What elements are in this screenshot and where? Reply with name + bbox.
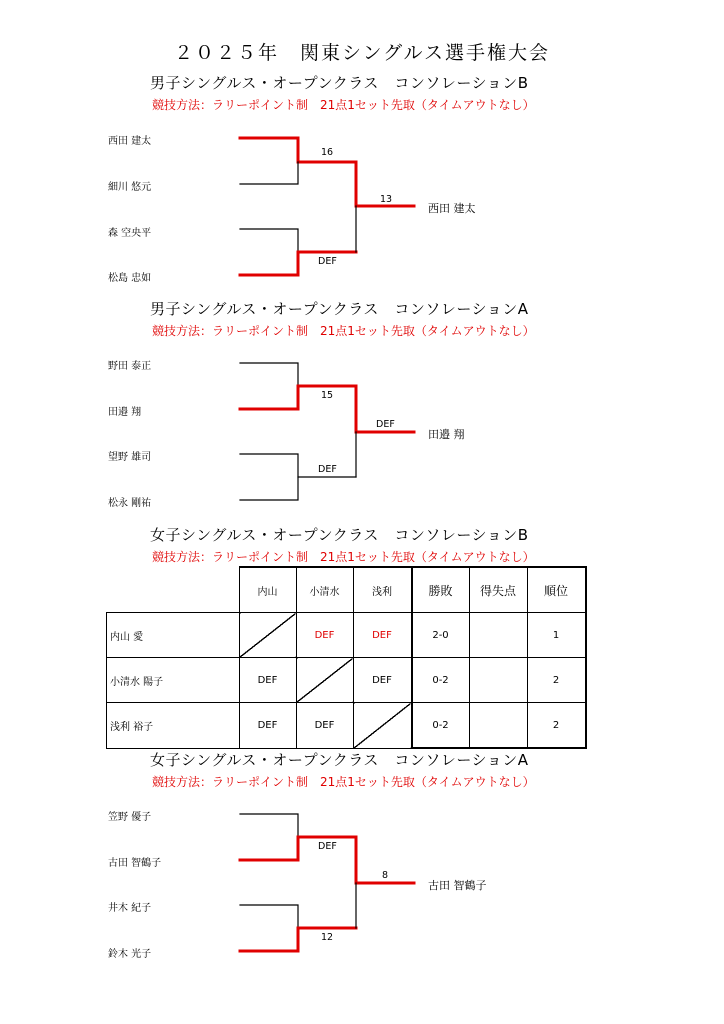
- bracket-line: [240, 814, 298, 837]
- bracket-line-win: [240, 928, 356, 951]
- player-name: 松島 忠如: [108, 273, 152, 284]
- rank-cell: 1: [527, 613, 586, 658]
- match-score: DEF: [318, 256, 337, 267]
- section-rule-women-b: 競技方法：ラリーポイント制 21点1セット先取（タイムアウトなし）: [152, 550, 535, 564]
- column-header: 内山: [239, 567, 296, 613]
- bracket-winner: 古田 智鶴子: [428, 879, 487, 892]
- result-cell: DEF: [353, 658, 412, 703]
- section-rule-men-a: 競技方法：ラリーポイント制 21点1セット先取（タイムアウトなし）: [152, 324, 535, 338]
- player-name: 井木 紀子: [108, 903, 152, 914]
- column-header: 得失点: [469, 567, 527, 613]
- result-cell: DEF: [296, 703, 353, 749]
- record-cell: 2-0: [412, 613, 470, 658]
- row-player-name: 小清水 陽子: [107, 658, 240, 703]
- player-name: 野田 泰正: [108, 361, 152, 372]
- match-score: DEF: [318, 464, 337, 475]
- rank-cell: 2: [527, 658, 586, 703]
- result-cell: DEF: [353, 613, 412, 658]
- player-name: 西田 建太: [108, 136, 152, 147]
- match-score: 13: [380, 194, 393, 205]
- column-header: 順位: [527, 567, 586, 613]
- match-score: 12: [321, 932, 334, 943]
- bracket-winner: 西田 建太: [428, 202, 476, 215]
- bracket-line: [240, 905, 298, 928]
- match-score: DEF: [318, 841, 337, 852]
- record-cell: 0-2: [412, 658, 470, 703]
- section-title-women-b: 女子シングルス・オープンクラス コンソレーションB: [150, 526, 529, 544]
- player-name: 鈴木 光子: [108, 949, 152, 960]
- player-name: 森 空央平: [108, 228, 152, 239]
- section-rule-women-a: 競技方法：ラリーポイント制 21点1セット先取（タイムアウトなし）: [152, 775, 535, 789]
- result-cell: DEF: [296, 613, 353, 658]
- section-rule-men-b: 競技方法：ラリーポイント制 21点1セット先取（タイムアウトなし）: [152, 98, 535, 112]
- section-title-men-b: 男子シングルス・オープンクラス コンソレーションB: [150, 74, 529, 92]
- column-header: 浅利: [353, 567, 412, 613]
- match-score: 16: [321, 147, 334, 158]
- result-cell: DEF: [239, 703, 296, 749]
- player-name: 望野 雄司: [108, 452, 152, 463]
- record-cell: 0-2: [412, 703, 470, 749]
- row-player-name: 内山 愛: [107, 613, 240, 658]
- match-score: 15: [321, 390, 334, 401]
- result-cell: DEF: [239, 658, 296, 703]
- rank-cell: 2: [527, 703, 586, 749]
- player-name: 細川 悠元: [108, 182, 152, 193]
- match-score: 8: [382, 870, 389, 881]
- column-header: 小清水: [296, 567, 353, 613]
- row-player-name: 浅利 裕子: [107, 703, 240, 749]
- bracket-winner: 田邉 翔: [428, 428, 465, 441]
- bracket-line-win: [240, 837, 356, 860]
- bracket-line-win: [356, 837, 414, 883]
- section-title-men-a: 男子シングルス・オープンクラス コンソレーションA: [150, 300, 529, 318]
- page-title: ２０２５年 関東シングルス選手権大会: [173, 42, 550, 64]
- match-score: DEF: [376, 419, 395, 430]
- player-name: 田邉 翔: [108, 407, 142, 418]
- column-header: 勝敗: [412, 567, 470, 613]
- player-name: 古田 智鶴子: [108, 858, 162, 869]
- player-name: 笠野 優子: [108, 812, 152, 823]
- section-title-women-a: 女子シングルス・オープンクラス コンソレーションA: [150, 751, 529, 769]
- player-name: 松永 剛祐: [108, 498, 152, 509]
